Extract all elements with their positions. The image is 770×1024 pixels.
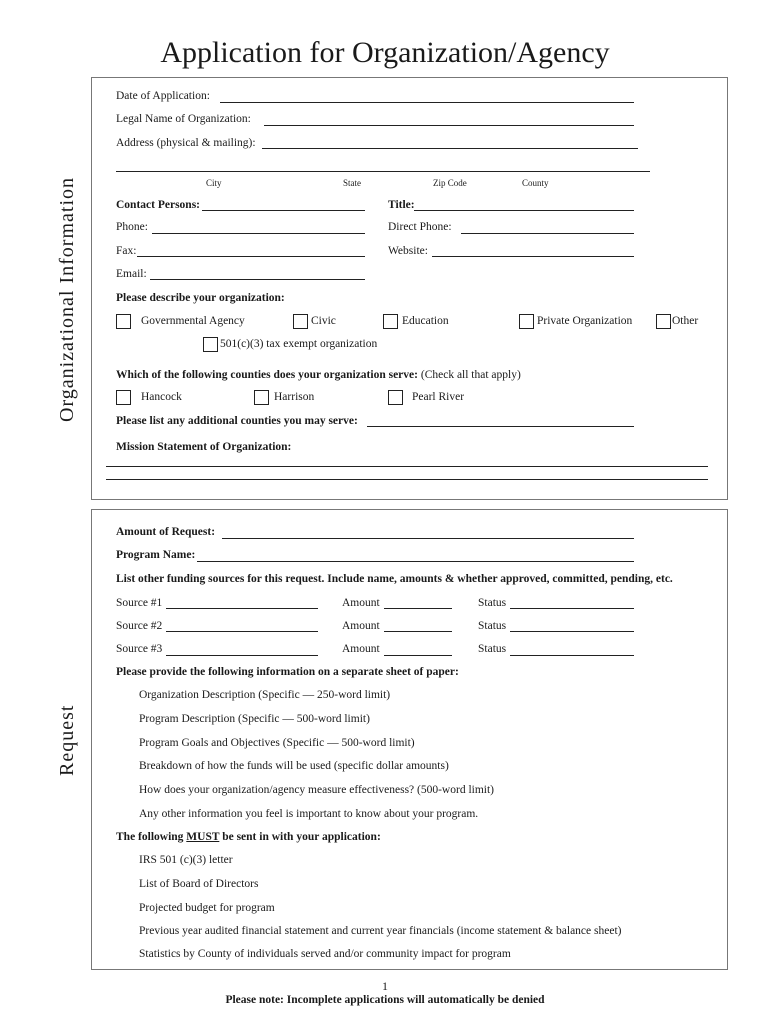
email-field[interactable] — [150, 279, 365, 280]
amount-3-label: Amount — [342, 643, 380, 655]
amount-1-field[interactable] — [384, 608, 452, 609]
org-type-education-label: Education — [402, 315, 449, 327]
section-side-label-organizational: Organizational Information — [56, 176, 78, 422]
address-field[interactable] — [262, 148, 638, 149]
legal-name-label: Legal Name of Organization: — [116, 113, 251, 125]
date-field[interactable] — [220, 102, 634, 103]
must-pre: The following — [116, 831, 184, 843]
direct-phone-field[interactable] — [461, 233, 634, 234]
provide-item: Program Goals and Objectives (Specific — 500-word limit) — [139, 737, 415, 749]
mission-field-2[interactable] — [106, 479, 708, 480]
checkbox-civic[interactable] — [293, 314, 308, 329]
county-hancock-label: Hancock — [141, 391, 182, 403]
must-post: be sent in with your application: — [222, 831, 381, 843]
status-2-label: Status — [478, 620, 507, 632]
provide-item: Breakdown of how the funds will be used (specific dollar amounts) — [139, 760, 449, 772]
provide-item: How does your organization/agency measure effectiveness? (500-word limit) — [139, 784, 495, 796]
amount-3-field[interactable] — [384, 655, 452, 656]
address-note: (physical & mailing): — [156, 137, 256, 149]
source-2-field[interactable] — [166, 631, 318, 632]
mission-label: Mission Statement of Organization: — [116, 441, 292, 453]
address-field-2[interactable] — [116, 171, 650, 172]
amount-1-label: Amount — [342, 597, 380, 609]
source-1-label: Source #1 — [116, 597, 163, 609]
phone-field[interactable] — [152, 233, 365, 234]
org-type-governmental-label: Governmental Agency — [141, 315, 245, 327]
page-title: Application for Organization/Agency — [160, 36, 610, 69]
email-label: Email: — [116, 268, 147, 280]
checkbox-501c3[interactable] — [203, 337, 218, 352]
checkbox-governmental-agency[interactable] — [116, 314, 131, 329]
counties-note: (Check all that apply) — [420, 369, 521, 381]
contact-field[interactable] — [202, 210, 365, 211]
address-label — [116, 137, 256, 149]
title-label: Title: — [388, 199, 415, 211]
direct-phone-label: Direct Phone: — [388, 221, 452, 233]
title-field[interactable] — [414, 210, 634, 211]
address-label-text: Address — [116, 137, 154, 149]
mission-field-1[interactable] — [106, 466, 708, 467]
must-item: Projected budget for program — [139, 902, 275, 914]
legal-name-field[interactable] — [264, 125, 634, 126]
county-harrison-label: Harrison — [274, 391, 315, 403]
checkbox-hancock[interactable] — [116, 390, 131, 405]
page-number: 1 — [382, 979, 388, 993]
amount-2-label: Amount — [342, 620, 380, 632]
program-name-label: Program Name: — [116, 549, 196, 561]
source-3-field[interactable] — [166, 655, 318, 656]
status-3-field[interactable] — [510, 655, 634, 656]
state-caption: State — [343, 178, 361, 188]
checkbox-pearl-river[interactable] — [388, 390, 403, 405]
provide-item: Any other information you feel is important to know about your program. — [139, 808, 479, 820]
must-word: MUST — [186, 831, 220, 843]
amount-2-field[interactable] — [384, 631, 452, 632]
source-3-label: Source #3 — [116, 643, 163, 655]
city-caption: City — [206, 178, 222, 188]
funding-label: List other funding sources for this request. Include name, amounts & whether approved, committed, pending, etc. — [116, 573, 673, 585]
checkbox-private-organization[interactable] — [519, 314, 534, 329]
additional-counties-field[interactable] — [367, 426, 634, 427]
amount-field[interactable] — [222, 538, 634, 539]
fax-field[interactable] — [137, 256, 365, 257]
status-1-label: Status — [478, 597, 507, 609]
describe-label: Please describe your organization: — [116, 292, 285, 304]
must-item: IRS 501 (c)(3) letter — [139, 854, 233, 866]
source-2-label: Source #2 — [116, 620, 163, 632]
additional-counties-label: Please list any additional counties you may serve: — [116, 415, 358, 427]
provide-label: Please provide the following information on a separate sheet of paper: — [116, 666, 459, 678]
status-2-field[interactable] — [510, 631, 634, 632]
website-field[interactable] — [432, 256, 634, 257]
must-label — [116, 831, 381, 843]
source-1-field[interactable] — [166, 608, 318, 609]
tax-exempt-label: 501(c)(3) tax exempt organization — [220, 338, 378, 350]
contact-label: Contact Persons: — [116, 199, 200, 211]
section-side-label-request: Request — [56, 704, 78, 776]
date-label: Date of Application: — [116, 90, 210, 102]
checkbox-education[interactable] — [383, 314, 398, 329]
footer-note: Please note: Incomplete applications will automatically be denied — [225, 994, 545, 1006]
provide-item: Program Description (Specific — 500-word limit) — [139, 713, 370, 725]
county-pearl-river-label: Pearl River — [412, 391, 465, 403]
status-1-field[interactable] — [510, 608, 634, 609]
org-type-civic-label: Civic — [311, 315, 336, 327]
status-3-label: Status — [478, 643, 507, 655]
provide-item: Organization Description (Specific — 250-word limit) — [139, 689, 391, 701]
org-type-private-label: Private Organization — [537, 315, 633, 327]
website-label: Website: — [388, 245, 428, 257]
zip-caption: Zip Code — [433, 178, 467, 188]
amount-label: Amount of Request: — [116, 526, 216, 538]
counties-question-text: Which of the following counties does your organization serve: — [116, 369, 418, 381]
checkbox-harrison[interactable] — [254, 390, 269, 405]
org-type-other-label: Other — [672, 315, 699, 327]
fax-label: Fax: — [116, 245, 137, 257]
must-item: List of Board of Directors — [139, 878, 259, 890]
phone-label: Phone: — [116, 221, 148, 233]
must-item: Statistics by County of individuals served and/or community impact for program — [139, 948, 511, 960]
program-name-field[interactable] — [197, 561, 634, 562]
must-item: Previous year audited financial statement and current year financials (income statement & balance sheet) — [139, 925, 622, 937]
counties-question — [116, 369, 521, 381]
county-caption: County — [522, 178, 549, 188]
checkbox-other[interactable] — [656, 314, 671, 329]
